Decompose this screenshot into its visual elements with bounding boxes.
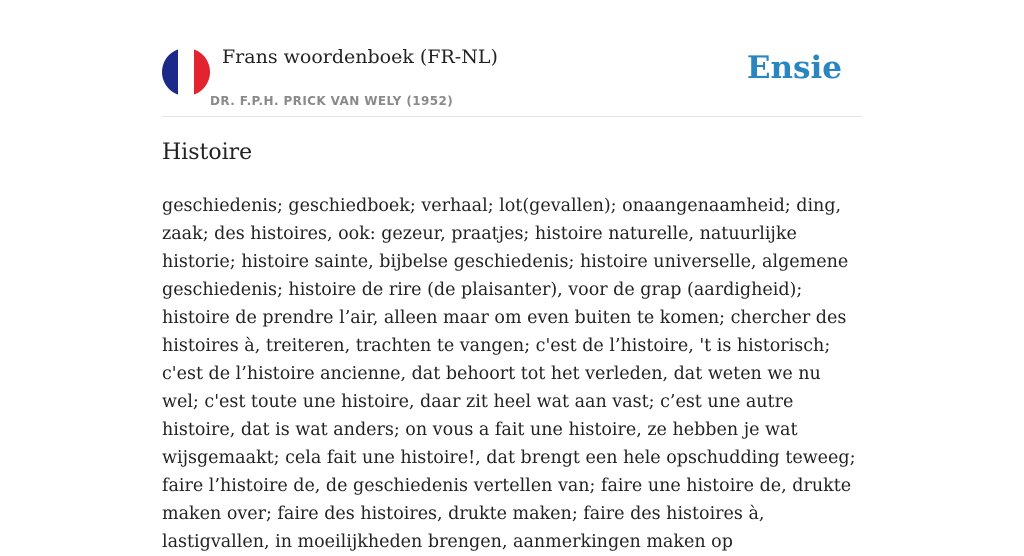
dictionary-title[interactable]: Frans woordenboek (FR-NL) [222, 46, 498, 68]
flag-stripe-red [194, 48, 210, 96]
dictionary-card [162, 0, 862, 552]
france-flag-icon [162, 48, 210, 96]
entry-definition: geschiedenis; geschiedboek; verhaal; lot(gevallen); onaangenaamheid; ding, zaak; des histoires, ook: gezeur, praatjes; histoire naturelle, natuurlijke historie; histoire sainte, bijbelse geschiedenis; histoire universelle, algemene geschiedenis; histoire de rire (de plaisanter), voor de grap (aardigheid); histoire de prendre l’air, alleen maar om even buiten te komen; chercher des histoires à, treiteren, trachten te vangen; c'est de l’histoire, 't is historisch; c'est de l’histoire ancienne, dat behoort tot het verleden, dat weten we nu wel; c'est toute une histoire, daar zit heel wat aan vast; c’est une autre histoire, dat is wat anders; on vous a fait une histoire, ze hebben je wat wijsgemaakt; cela fait une histoire!, dat brengt een hele opschudding teweeg; faire l’histoire de, de geschiedenis vertellen van; faire une histoire de, drukte maken over; faire des histoires, drukte maken; faire des histoires à, lastigvallen, in moeilijkheden brengen, aanmerkingen maken op [162, 196, 856, 552]
flag-stripe-white [178, 48, 194, 96]
dictionary-author: DR. F.P.H. PRICK VAN WELY (1952) [210, 94, 454, 108]
flag-stripe-blue [162, 48, 178, 96]
entry-title: Histoire [162, 140, 253, 165]
card-header [162, 0, 862, 117]
ensie-logo[interactable]: Ensie [746, 50, 842, 86]
